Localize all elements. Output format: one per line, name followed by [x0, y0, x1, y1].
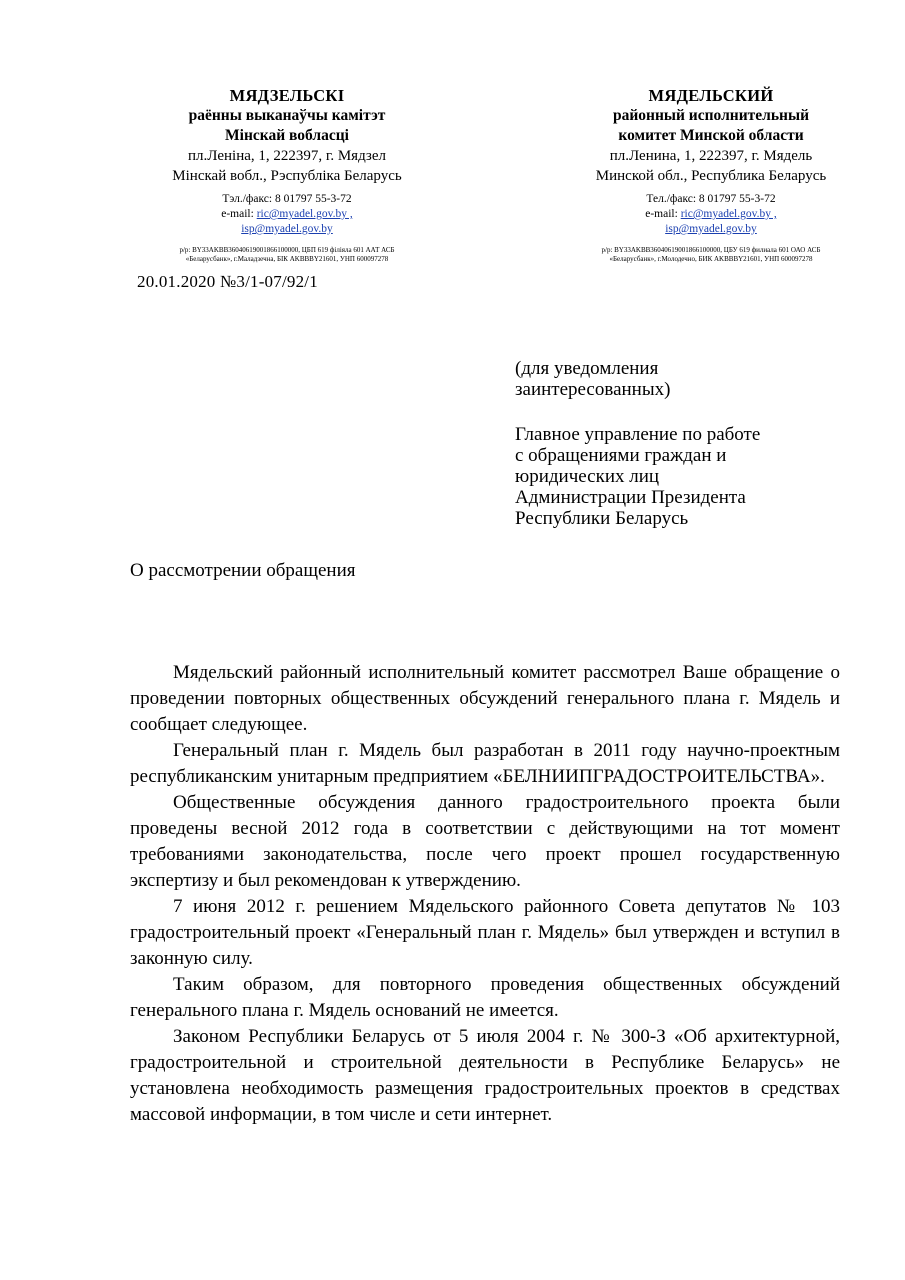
- bank-line1-by: р/р: BY33AKBB36040619001866100000, ЦБП 619 філіяла 601 ААТ АСБ: [179, 246, 395, 254]
- email-link-ric-ru[interactable]: ric@myadel.gov.by: [680, 208, 772, 220]
- bank-details-ru: [546, 246, 876, 264]
- body-paragraph: Генеральный план г. Мядель был разработан в 2011 году научно-проектным республиканским унитарным предприятием «БЕЛНИИПГРАДОСТРОИТЕЛЬСТВА».: [130, 740, 840, 787]
- email-label-ru: e-mail:: [645, 208, 681, 220]
- bank-line2-ru: «Беларусбанк», г.Молодечно, БИК AKBBBY21601, УНП 600097278: [609, 255, 813, 263]
- letter-subject: О рассмотрении обращения: [130, 560, 356, 581]
- addressee-block: [515, 424, 760, 529]
- body-paragraph: Общественные обсуждения данного градостроительного проекта были проведены весной 2012 года в соответствии с действующими на тот момент требованиями законодательства, после чего проект прошел государственную экспертизу и был рекомендован к утверждению.: [130, 792, 840, 891]
- body-paragraph: 7 июня 2012 г. решением Мядельского районного Совета депутатов № 103 градостроительный проект «Генеральный план г. Мядель» был утвержден и вступил в законную силу.: [130, 896, 840, 969]
- email-link-isp-by[interactable]: isp@myadel.gov.by: [241, 223, 333, 235]
- addressee-note-line: заинтересованных): [515, 379, 671, 400]
- body-paragraph: Таким образом, для повторного проведения общественных обсуждений генерального плана г. Мядель оснований не имеется.: [130, 974, 840, 1021]
- org-type-by: раённы выканаўчы камітэт: [188, 107, 386, 124]
- body-paragraph: Законом Республики Беларусь от 5 июля 2004 г. № 300-З «Об архитектурной, градостроительной и строительной деятельности в Республике Беларусь» не установлена необходимость размещения градостроительных проектов в средствах массовой информации, в том числе и сети интернет.: [130, 1026, 840, 1125]
- letter-body: [130, 660, 840, 1128]
- phone-by: Тэл./факс: 8 01797 55-3-72: [222, 193, 352, 205]
- letterhead-ru: [546, 86, 876, 264]
- org-region-by: Мінскай вобласці: [225, 127, 349, 144]
- address-line2-by: Мінскай вобл., Рэспубліка Беларусь: [172, 168, 402, 184]
- bank-line2-by: «Беларусбанк», г.Маладзечна, БІК AKBBBY21601, УНП 600097278: [185, 255, 389, 263]
- org-name-by: МЯДЗЕЛЬСКІ: [229, 86, 345, 105]
- bank-line1-ru: р/р: BY33AKBB36040619001866100000, ЦБУ 619 филиала 601 ОАО АСБ: [601, 246, 821, 254]
- registration-number: 20.01.2020 №3/1-07/92/1: [137, 272, 318, 291]
- email-sep-by: ,: [347, 208, 353, 220]
- contacts-by: [122, 192, 452, 237]
- address-line2-ru: Минской обл., Республика Беларусь: [595, 168, 827, 184]
- body-paragraph: Мядельский районный исполнительный комитет рассмотрел Ваше обращение о проведении повторных общественных обсуждений генерального плана г. Мядель и сообщает следующее.: [130, 662, 840, 735]
- addressee-line: юридических лиц: [515, 466, 660, 487]
- addressee-line: Администрации Президента: [515, 487, 746, 508]
- org-type-ru: районный исполнительный: [612, 107, 809, 124]
- email-link-ric-by[interactable]: ric@myadel.gov.by: [256, 208, 348, 220]
- addressee-line: Главное управление по работе: [515, 424, 761, 445]
- address-line1-ru: пл.Ленина, 1, 222397, г. Мядель: [609, 148, 813, 164]
- email-link-isp-ru[interactable]: isp@myadel.gov.by: [665, 223, 757, 235]
- bank-details-by: [122, 246, 452, 264]
- email-sep-ru: ,: [771, 208, 777, 220]
- org-name-ru: МЯДЕЛЬСКИЙ: [648, 86, 774, 105]
- org-region-ru: комитет Минской области: [618, 127, 804, 144]
- address-line1-by: пл.Леніна, 1, 222397, г. Мядзел: [188, 148, 386, 164]
- contacts-ru: [546, 192, 876, 237]
- phone-ru: Тел./факс: 8 01797 55-3-72: [646, 193, 776, 205]
- email-label-by: e-mail:: [221, 208, 257, 220]
- letterhead-by: [122, 86, 452, 264]
- addressee-line: Республики Беларусь: [515, 508, 689, 529]
- addressee-line: с обращениями граждан и: [515, 445, 727, 466]
- addressee-note-line: (для уведомления: [515, 358, 659, 379]
- addressee-note: [515, 358, 670, 400]
